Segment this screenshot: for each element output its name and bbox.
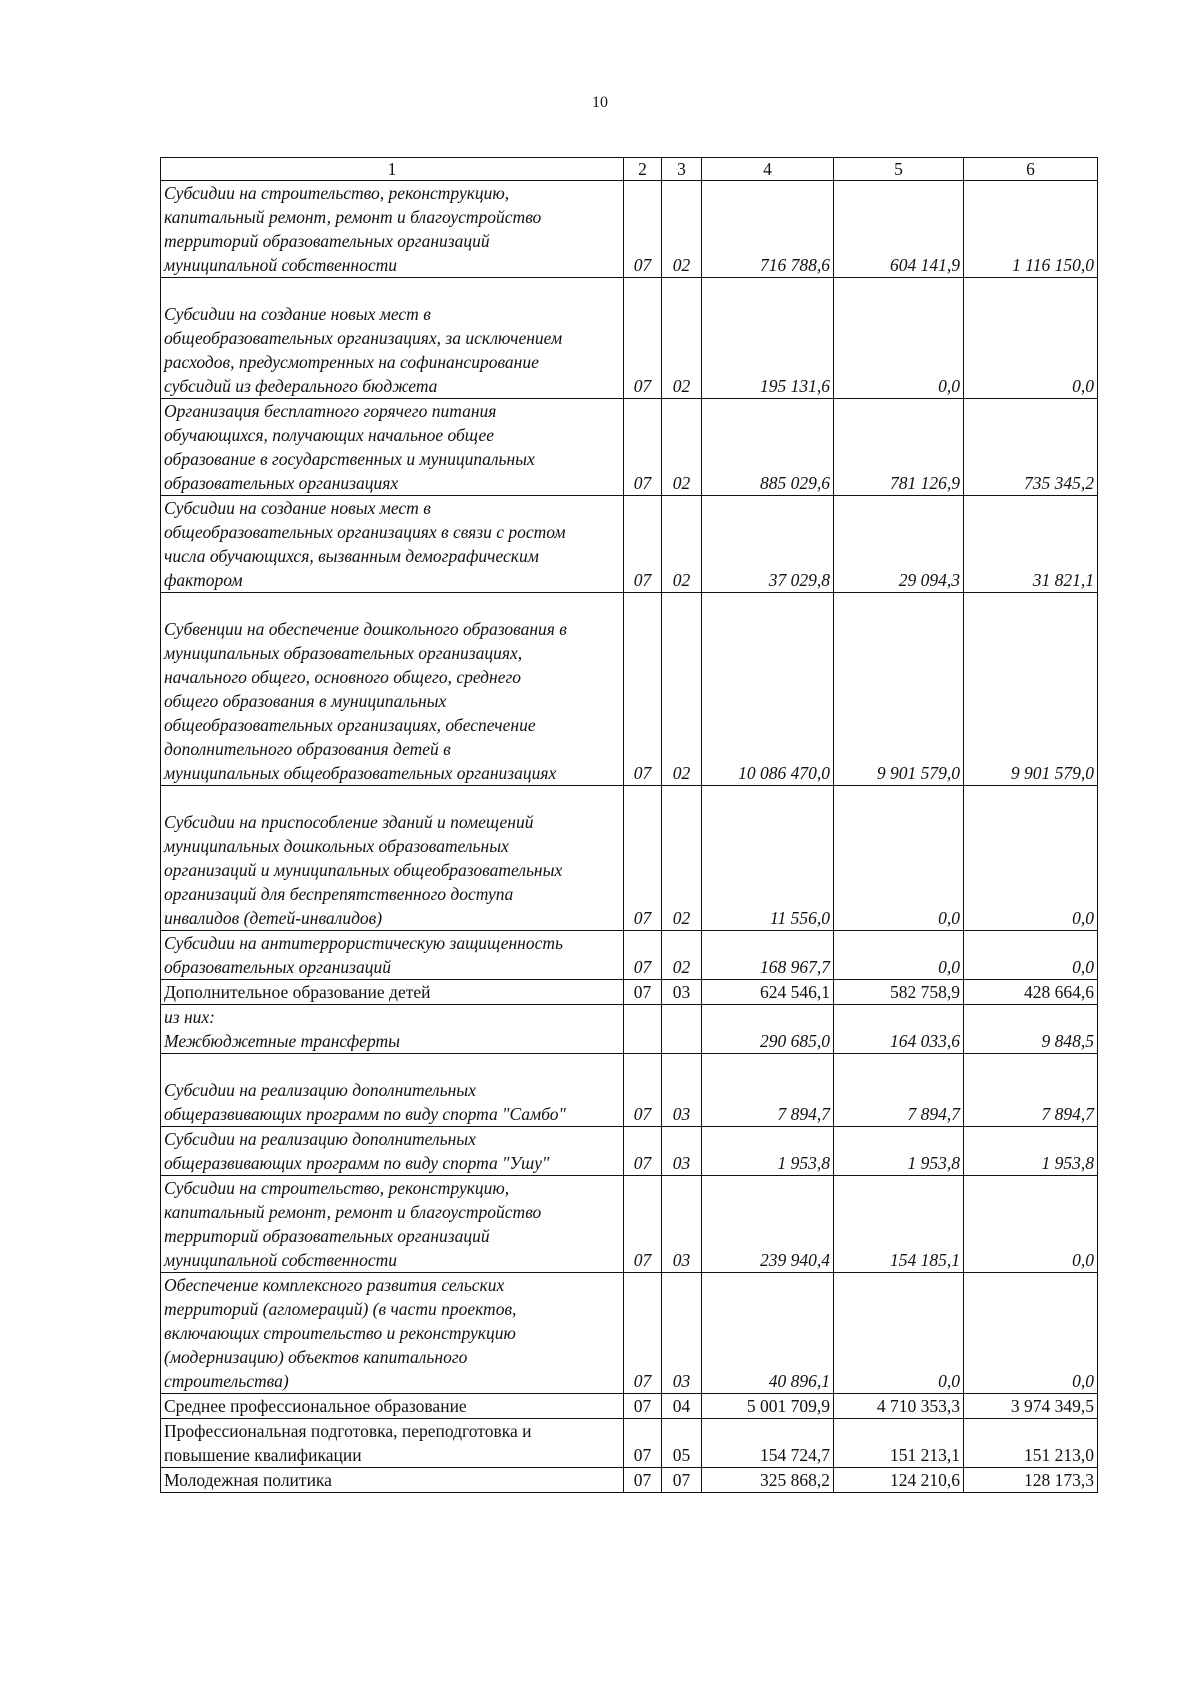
section-code: 07 bbox=[624, 931, 662, 980]
section-code bbox=[624, 1005, 662, 1054]
blank-line bbox=[164, 786, 620, 810]
row-name bbox=[161, 1419, 624, 1468]
section-code: 07 bbox=[624, 980, 662, 1005]
subsection-code: 07 bbox=[662, 1468, 702, 1493]
page-number: 10 bbox=[592, 94, 608, 111]
table-row bbox=[161, 1054, 1098, 1127]
amount-col-6: 0,0 bbox=[964, 278, 1098, 399]
row-name bbox=[161, 496, 624, 593]
amount-col-4: 154 724,7 bbox=[702, 1419, 834, 1468]
blank-line bbox=[164, 1054, 620, 1078]
amount-col-6: 428 664,6 bbox=[964, 980, 1098, 1005]
section-code: 07 bbox=[624, 1176, 662, 1273]
amount-col-4: 195 131,6 bbox=[702, 278, 834, 399]
amount-col-6: 0,0 bbox=[964, 1273, 1098, 1394]
section-code: 07 bbox=[624, 786, 662, 931]
table-row bbox=[161, 496, 1098, 593]
row-name bbox=[161, 278, 624, 399]
subsection-code: 04 bbox=[662, 1394, 702, 1419]
table-row bbox=[161, 1468, 1098, 1493]
subsection-code: 02 bbox=[662, 399, 702, 496]
budget-table bbox=[160, 157, 1098, 1493]
row-name bbox=[161, 1054, 624, 1127]
row-name bbox=[161, 399, 624, 496]
amount-col-6: 1 953,8 bbox=[964, 1127, 1098, 1176]
table-row bbox=[161, 1005, 1098, 1054]
row-name-text: Субсидии на приспособление зданий и помещений муниципальных дошкольных образовательных организаций и муниципальных общеобразовательных организаций для беспрепятственного доступа инвалидов (детей-инвалидов) bbox=[164, 812, 563, 928]
amount-col-5: 4 710 353,3 bbox=[834, 1394, 964, 1419]
row-name-text: Субсидии на реализацию дополнительных общеразвивающих программ по виду спорта "Ушу" bbox=[164, 1129, 550, 1173]
amount-col-5: 9 901 579,0 bbox=[834, 593, 964, 786]
subsection-code: 02 bbox=[662, 278, 702, 399]
row-name bbox=[161, 980, 624, 1005]
section-code: 07 bbox=[624, 496, 662, 593]
column-header: 4 bbox=[702, 158, 834, 181]
row-name bbox=[161, 786, 624, 931]
amount-col-4: 624 546,1 bbox=[702, 980, 834, 1005]
amount-col-5: 582 758,9 bbox=[834, 980, 964, 1005]
amount-col-5: 0,0 bbox=[834, 931, 964, 980]
table-row bbox=[161, 980, 1098, 1005]
subsection-code: 03 bbox=[662, 1273, 702, 1394]
row-name-text: Субсидии на создание новых мест в общеобразовательных организациях в связи с ростом числа обучающихся, вызванным демографическим фактором bbox=[164, 498, 566, 590]
amount-col-4: 239 940,4 bbox=[702, 1176, 834, 1273]
amount-col-4: 885 029,6 bbox=[702, 399, 834, 496]
row-name bbox=[161, 1005, 624, 1054]
section-code: 07 bbox=[624, 1054, 662, 1127]
row-name-text: Дополнительное образование детей bbox=[164, 982, 431, 1002]
subsection-code: 03 bbox=[662, 1127, 702, 1176]
amount-col-4: 168 967,7 bbox=[702, 931, 834, 980]
table-row bbox=[161, 931, 1098, 980]
column-header: 6 bbox=[964, 158, 1098, 181]
amount-col-5: 7 894,7 bbox=[834, 1054, 964, 1127]
subsection-code: 05 bbox=[662, 1419, 702, 1468]
amount-col-4: 325 868,2 bbox=[702, 1468, 834, 1493]
amount-col-5: 0,0 bbox=[834, 1273, 964, 1394]
amount-col-4: 10 086 470,0 bbox=[702, 593, 834, 786]
section-code: 07 bbox=[624, 399, 662, 496]
section-code: 07 bbox=[624, 181, 662, 278]
table-row bbox=[161, 181, 1098, 278]
amount-col-4: 5 001 709,9 bbox=[702, 1394, 834, 1419]
section-code: 07 bbox=[624, 1468, 662, 1493]
table-row bbox=[161, 786, 1098, 931]
subsection-code bbox=[662, 1005, 702, 1054]
amount-col-6: 151 213,0 bbox=[964, 1419, 1098, 1468]
row-name-text: Организация бесплатного горячего питания обучающихся, получающих начальное общее образование в государственных и муниципальных образовательных организациях bbox=[164, 401, 535, 493]
row-name-text: Профессиональная подготовка, переподготовка и повышение квалификации bbox=[164, 1421, 532, 1465]
row-name bbox=[161, 1394, 624, 1419]
amount-col-6: 9 848,5 bbox=[964, 1005, 1098, 1054]
amount-col-4: 716 788,6 bbox=[702, 181, 834, 278]
amount-col-4: 37 029,8 bbox=[702, 496, 834, 593]
table-row bbox=[161, 278, 1098, 399]
amount-col-5: 0,0 bbox=[834, 786, 964, 931]
row-name-text: Субсидии на антитеррористическую защищенность образовательных организаций bbox=[164, 933, 563, 977]
column-header: 5 bbox=[834, 158, 964, 181]
subsection-code: 03 bbox=[662, 980, 702, 1005]
row-name-text: Среднее профессиональное образование bbox=[164, 1396, 467, 1416]
row-name-text: Субвенции на обеспечение дошкольного образования в муниципальных образовательных организациях, начального общего, основного общего, среднего общего образования в муниципальных общеобразовательных организациях, обеспечение дополнительного образования детей в муниципальных общеобразовательных организациях bbox=[164, 619, 567, 783]
amount-col-5: 1 953,8 bbox=[834, 1127, 964, 1176]
amount-col-6: 7 894,7 bbox=[964, 1054, 1098, 1127]
amount-col-5: 124 210,6 bbox=[834, 1468, 964, 1493]
section-code: 07 bbox=[624, 593, 662, 786]
section-code: 07 bbox=[624, 278, 662, 399]
subsection-code: 02 bbox=[662, 181, 702, 278]
subsection-code: 02 bbox=[662, 786, 702, 931]
table-row bbox=[161, 399, 1098, 496]
section-code: 07 bbox=[624, 1394, 662, 1419]
amount-col-5: 604 141,9 bbox=[834, 181, 964, 278]
table-row bbox=[161, 1127, 1098, 1176]
row-name-text: Субсидии на строительство, реконструкцию, капитальный ремонт, ремонт и благоустройство территорий образовательных организаций муниципальной собственности bbox=[164, 1178, 542, 1270]
row-name bbox=[161, 1127, 624, 1176]
subsection-code: 03 bbox=[662, 1054, 702, 1127]
table-row bbox=[161, 1273, 1098, 1394]
section-code: 07 bbox=[624, 1273, 662, 1394]
table-body bbox=[161, 181, 1098, 1493]
row-name bbox=[161, 593, 624, 786]
table-row bbox=[161, 1176, 1098, 1273]
row-name bbox=[161, 1176, 624, 1273]
blank-line bbox=[164, 593, 620, 617]
amount-col-6: 3 974 349,5 bbox=[964, 1394, 1098, 1419]
section-code: 07 bbox=[624, 1127, 662, 1176]
row-name-text: Субсидии на реализацию дополнительных общеразвивающих программ по виду спорта "Самбо" bbox=[164, 1080, 566, 1124]
subsection-code: 02 bbox=[662, 593, 702, 786]
amount-col-5: 29 094,3 bbox=[834, 496, 964, 593]
amount-col-6: 1 116 150,0 bbox=[964, 181, 1098, 278]
amount-col-5: 151 213,1 bbox=[834, 1419, 964, 1468]
column-header: 2 bbox=[624, 158, 662, 181]
amount-col-5: 154 185,1 bbox=[834, 1176, 964, 1273]
amount-col-6: 0,0 bbox=[964, 931, 1098, 980]
amount-col-6: 128 173,3 bbox=[964, 1468, 1098, 1493]
row-name-text: Субсидии на создание новых мест в общеобразовательных организациях, за исключением расходов, предусмотренных на софинансирование субсидий из федерального бюджета bbox=[164, 304, 563, 396]
row-name bbox=[161, 1273, 624, 1394]
row-name-text: Молодежная политика bbox=[164, 1470, 332, 1490]
column-number-row bbox=[161, 158, 1098, 181]
subsection-code: 03 bbox=[662, 1176, 702, 1273]
amount-col-4: 11 556,0 bbox=[702, 786, 834, 931]
row-name-text: Обеспечение комплексного развития сельских территорий (агломераций) (в части проектов, включающих строительство и реконструкцию (модернизацию) объектов капитального строительства) bbox=[164, 1275, 517, 1391]
amount-col-6: 0,0 bbox=[964, 1176, 1098, 1273]
amount-col-6: 735 345,2 bbox=[964, 399, 1098, 496]
amount-col-5: 164 033,6 bbox=[834, 1005, 964, 1054]
amount-col-6: 9 901 579,0 bbox=[964, 593, 1098, 786]
row-name bbox=[161, 181, 624, 278]
row-name bbox=[161, 931, 624, 980]
row-name-text: из них: Межбюджетные трансферты bbox=[164, 1007, 400, 1051]
amount-col-4: 7 894,7 bbox=[702, 1054, 834, 1127]
blank-line bbox=[164, 278, 620, 302]
row-name-text: Субсидии на строительство, реконструкцию, капитальный ремонт, ремонт и благоустройство территорий образовательных организаций муниципальной собственности bbox=[164, 183, 542, 275]
subsection-code: 02 bbox=[662, 931, 702, 980]
amount-col-6: 0,0 bbox=[964, 786, 1098, 931]
amount-col-5: 781 126,9 bbox=[834, 399, 964, 496]
subsection-code: 02 bbox=[662, 496, 702, 593]
row-name bbox=[161, 1468, 624, 1493]
section-code: 07 bbox=[624, 1419, 662, 1468]
amount-col-6: 31 821,1 bbox=[964, 496, 1098, 593]
amount-col-5: 0,0 bbox=[834, 278, 964, 399]
column-header: 1 bbox=[161, 158, 624, 181]
table-row bbox=[161, 593, 1098, 786]
amount-col-4: 40 896,1 bbox=[702, 1273, 834, 1394]
table-row bbox=[161, 1394, 1098, 1419]
table-row bbox=[161, 1419, 1098, 1468]
amount-col-4: 290 685,0 bbox=[702, 1005, 834, 1054]
amount-col-4: 1 953,8 bbox=[702, 1127, 834, 1176]
column-header: 3 bbox=[662, 158, 702, 181]
